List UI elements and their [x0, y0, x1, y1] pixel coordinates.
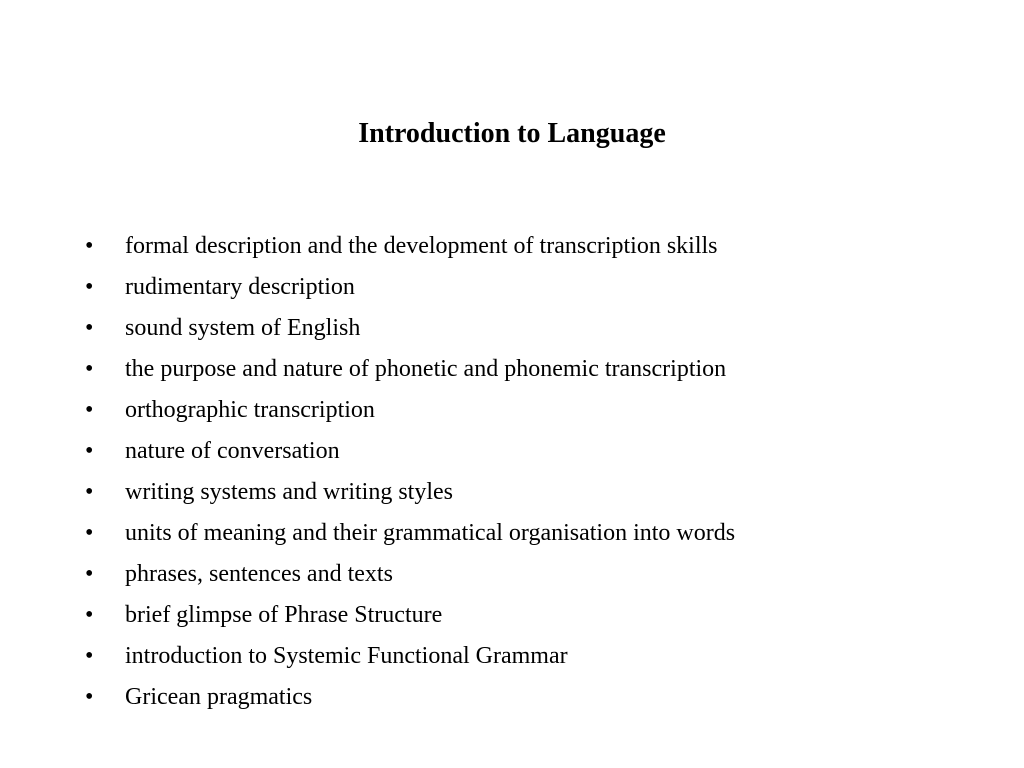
list-item [85, 390, 985, 431]
bullet-icon: • [85, 520, 94, 546]
list-item [85, 513, 985, 554]
list-item-text: the purpose and nature of phonetic and phonemic transcription [125, 356, 727, 382]
slide-title: Introduction to Language [358, 118, 666, 149]
list-item [85, 308, 985, 349]
list-item-text: formal description and the development of transcription skills [125, 233, 718, 259]
bullet-icon: • [85, 684, 94, 710]
list-item [85, 226, 985, 267]
bullet-icon: • [85, 315, 94, 341]
list-item [85, 472, 985, 513]
list-item [85, 431, 985, 472]
list-item [85, 267, 985, 308]
list-item-text: introduction to Systemic Functional Grammar [125, 643, 568, 669]
bullet-icon: • [85, 602, 94, 628]
list-item-text: orthographic transcription [125, 397, 375, 423]
bullet-icon: • [85, 356, 94, 382]
bullet-icon: • [85, 233, 94, 259]
list-item [85, 595, 985, 636]
bullet-icon: • [85, 479, 94, 505]
bullet-icon: • [85, 561, 94, 587]
list-item [85, 677, 985, 718]
list-item [85, 554, 985, 595]
list-item-text: Gricean pragmatics [125, 684, 313, 710]
list-item [85, 349, 985, 390]
list-item-text: brief glimpse of Phrase Structure [125, 602, 443, 628]
bullet-icon: • [85, 397, 94, 423]
bullet-icon: • [85, 274, 94, 300]
list-item-text: writing systems and writing styles [125, 479, 453, 505]
bullet-icon: • [85, 438, 94, 464]
list-item-text: sound system of English [125, 315, 361, 341]
list-item-text: nature of conversation [125, 438, 340, 464]
list-item-text: phrases, sentences and texts [125, 561, 393, 587]
bullet-icon: • [85, 643, 94, 669]
bullet-list [85, 226, 985, 718]
list-item-text: rudimentary description [125, 274, 355, 300]
list-item [85, 636, 985, 677]
list-item-text: units of meaning and their grammatical organisation into words [125, 520, 736, 546]
